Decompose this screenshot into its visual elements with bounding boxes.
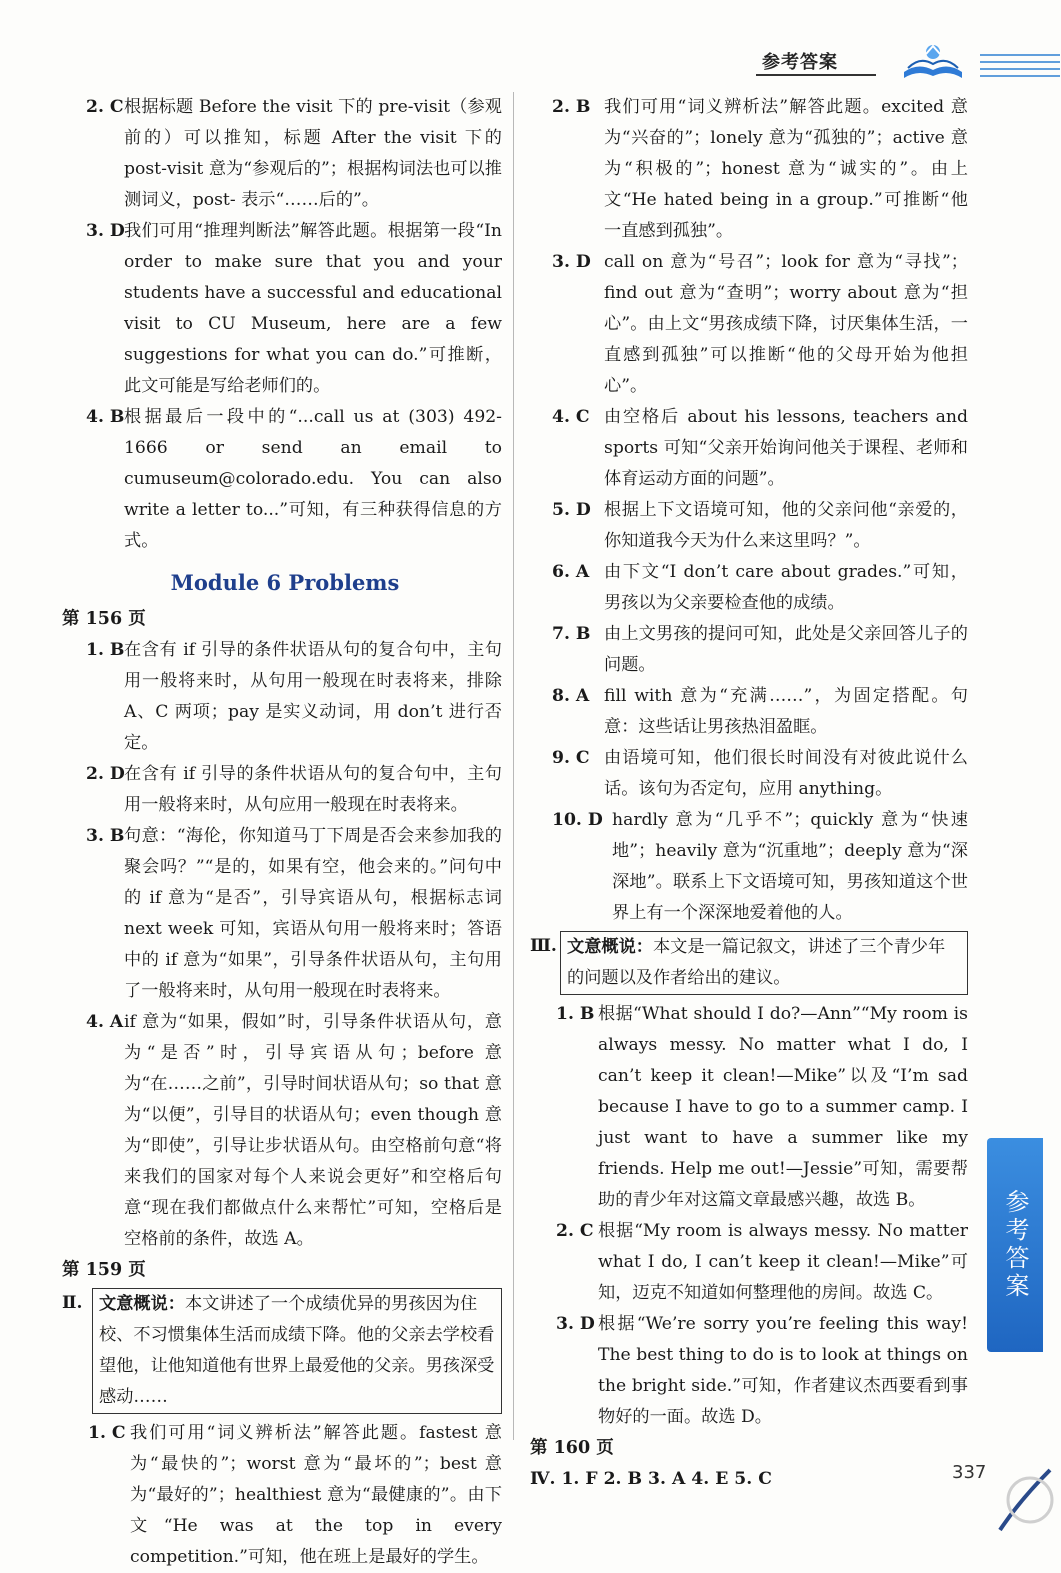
watermark-logo <box>990 1440 1061 1536</box>
answer-number: 9. C <box>552 748 590 768</box>
answer-number: 4. C <box>552 407 590 427</box>
answer-item <box>62 402 502 557</box>
answer-number: 2. D <box>86 764 125 784</box>
answer-item <box>530 743 968 805</box>
answer-number: 3. D <box>556 1314 595 1334</box>
column-divider <box>513 92 514 1440</box>
answer-item <box>530 557 968 619</box>
answer-item <box>530 805 968 929</box>
answer-number: 1. C <box>88 1423 126 1443</box>
answer-number: 3. B <box>86 826 125 846</box>
answer-explanation: hardly 意为“几乎不”；quickly 意为“快速地”；heavily 意为“沉重地”；deeply 意为“深深地”。联系上下文语境可知，男孩知道这个世界上有一个深深地爱着他的人。 <box>612 810 968 923</box>
answer-item <box>62 1418 502 1573</box>
answer-explanation: 由上文男孩的提问可知，此处是父亲回答儿子的问题。 <box>604 624 968 675</box>
answer-explanation: 由语境可知，他们很长时间没有对彼此说什么话。该句为否定句，应用 anything。 <box>604 748 968 799</box>
header-decor-lines <box>980 54 1060 82</box>
answer-item <box>530 92 968 247</box>
answer-item <box>530 999 968 1216</box>
answer-explanation: 根据“What should I do?—Ann”“My room is always messy. No matter what I do, I can’t keep it clean!—Mike”以及“I’m sad because I have to go to a summer camp. I just want to have a summer like my friends. Help me out!—Jessie”可知，需要帮助的青少年对这篇文章最感兴趣，故选 B。 <box>598 1004 968 1210</box>
summary-label: 文意概说： <box>567 937 653 957</box>
answer-explanation: 我们可用“词义辨析法”解答此题。excited 意为“兴奋的”；lonely 意为“孤独的”；active 意为“积极的”；honest 意为“诚实的”。由上文“He hated being in a group.”可推断“他一直感到孤独”。 <box>604 97 968 241</box>
answer-number: 1. B <box>86 640 125 660</box>
answer-number: 2. C <box>86 97 124 117</box>
page-number: 337 <box>952 1462 987 1483</box>
summary-section <box>62 1288 502 1414</box>
answer-number: 3. D <box>552 252 591 272</box>
page-header <box>748 42 1061 86</box>
answer-item <box>530 681 968 743</box>
answer-explanation: call on 意为“号召”；look for 意为“寻找”；find out 意为“查明”；worry about 意为“担心”。由上文“男孩成绩下降，讨厌集体生活，一直感到孤独”可以推断“他的父母开始为他担心”。 <box>604 252 968 396</box>
answer-number: 7. B <box>552 624 591 644</box>
answer-explanation: 根据最后一段中的“...call us at (303) 492-1666 or send an email to cumuseum@colorado.edu. You can also write a letter to...”可知，有三种获得信息的方式。 <box>124 407 502 551</box>
answer-number: 3. D <box>86 221 125 241</box>
answer-explanation: 由空格后 about his lessons, teachers and sports 可知“父亲开始询问他关于课程、老师和体育运动方面的问题”。 <box>604 407 968 489</box>
page-reference: 第 156 页 <box>62 609 146 629</box>
page-reference: 第 160 页 <box>530 1438 614 1458</box>
right-column <box>530 92 968 1495</box>
left-column <box>62 92 502 1573</box>
answer-explanation: 由下文“I don’t care about grades.”可知，男孩以为父亲要检查他的成绩。 <box>604 562 968 613</box>
answer-number: 6. A <box>552 562 590 582</box>
answer-explanation: 我们可用“词义辨析法”解答此题。fastest 意为“最快的”；worst 意为“最坏的”；best 意为“最好的”；healthiest 意为“最健康的”。由下文“He was at the top in every competition.”可知，他在班上是最好的学生。 <box>130 1423 502 1567</box>
side-tab: 参考答案 <box>987 1138 1043 1352</box>
answer-item <box>62 759 502 821</box>
section-iv-answers: Ⅳ. 1. F 2. B 3. A 4. E 5. C <box>530 1469 772 1489</box>
answer-number: 1. B <box>556 1004 595 1024</box>
answer-explanation: 在含有 if 引导的条件状语从句的复合句中，主句用一般将来时，从句用一般现在时表将来，排除 A、C 两项；pay 是实义动词，用 don’t 进行否定。 <box>124 640 502 753</box>
summary-box <box>560 931 968 995</box>
answer-item <box>530 402 968 495</box>
answer-number: 2. C <box>556 1221 594 1241</box>
answer-item <box>530 495 968 557</box>
answer-explanation: 根据“We’re sorry you’re feeling this way! The best thing to do is to look at things on the bright side.”可知，作者建议杰西要看到事物好的一面。故选 D。 <box>598 1314 968 1427</box>
answer-explanation: 在含有 if 引导的条件状语从句的复合句中，主句用一般将来时，从句应用一般现在时表将来。 <box>124 764 502 815</box>
answer-item <box>530 247 968 402</box>
answer-explanation: 句意：“海伦，你知道马丁下周是否会来参加我的聚会吗？”“是的，如果有空，他会来的。”问句中的 if 意为“是否”，引导宾语从句，根据标志词 next week 可知，宾语从句用一般将来时；答语中的 if 意为“如果”，引导条件状语从句，主句用了一般将来时，从句用一般现在时表将来。 <box>124 826 502 1001</box>
answer-item <box>62 821 502 1007</box>
answer-item <box>62 635 502 759</box>
answer-explanation: if 意为“如果，假如”时，引导条件状语从句，意为“是否”时，引导宾语从句；before 意为“在……之前”，引导时间状语从句；so that 意为“以便”，引导目的状语从句；even though 意为“即使”，引导让步状语从句。由空格前句意“将来我们的国家对每个人来说会更好”和空格后句意“现在我们都做点什么来帮忙”可知，空格后是空格前的条件，故选 A。 <box>124 1012 502 1249</box>
answer-number: 2. B <box>552 97 591 117</box>
answer-explanation: fill with 意为“充满……”，为固定搭配。句意：这些话让男孩热泪盈眶。 <box>604 686 968 737</box>
answer-explanation: 根据上下文语境可知，他的父亲问他“亲爱的，你知道我今天为什么来这里吗？”。 <box>604 500 968 551</box>
answer-item <box>62 1007 502 1255</box>
summary-text: 本文是一篇记叙文，讲述了三个青少年的问题以及作者给出的建议。 <box>567 937 946 988</box>
header-rule <box>756 74 876 76</box>
answer-explanation: 我们可用“推理判断法”解答此题。根据第一段“In order to make sure that you and your students have a successful and educational visit to CU Museum, here are a few suggestions for what you can do.”可推断，此文可能是写给老师们的。 <box>124 221 502 396</box>
summary-section <box>530 931 968 995</box>
answer-number: 8. A <box>552 686 590 706</box>
answer-explanation: 根据“My room is always messy. No matter what I do, I can’t keep it clean!—Mike”可知，迈克不知道如何整理他的房间。故选 C。 <box>598 1221 968 1303</box>
answer-explanation: 根据标题 Before the visit 下的 pre-visit（参观前的）可以推知，标题 After the visit 下的 post-visit 意为“参观后的”；根据构词法也可以推测词义，post- 表示“……后的”。 <box>124 97 502 210</box>
page-reference: 第 159 页 <box>62 1260 146 1280</box>
answer-item <box>530 1309 968 1433</box>
book-icon <box>898 42 968 84</box>
answer-item <box>530 619 968 681</box>
summary-box <box>92 1288 502 1414</box>
answer-number: 4. B <box>86 407 125 427</box>
answer-item <box>530 1216 968 1309</box>
answer-item <box>62 216 502 402</box>
header-title: 参考答案 <box>762 52 838 73</box>
answer-item <box>62 92 502 216</box>
answer-number: 10. D <box>552 810 603 830</box>
answer-number: 5. D <box>552 500 591 520</box>
answer-number: 4. A <box>86 1012 124 1032</box>
summary-text: 本文讲述了一个成绩优异的男孩因为住校、不习惯集体生活而成绩下降。他的父亲去学校看望他，让他知道他有世界上最爱他的父亲。男孩深受感动…… <box>99 1294 495 1407</box>
section-roman-numeral: Ⅲ. <box>530 936 557 956</box>
module-heading: Module 6 Problems <box>170 570 400 595</box>
section-roman-numeral: Ⅱ. <box>62 1293 83 1313</box>
summary-label: 文意概说： <box>99 1294 185 1314</box>
